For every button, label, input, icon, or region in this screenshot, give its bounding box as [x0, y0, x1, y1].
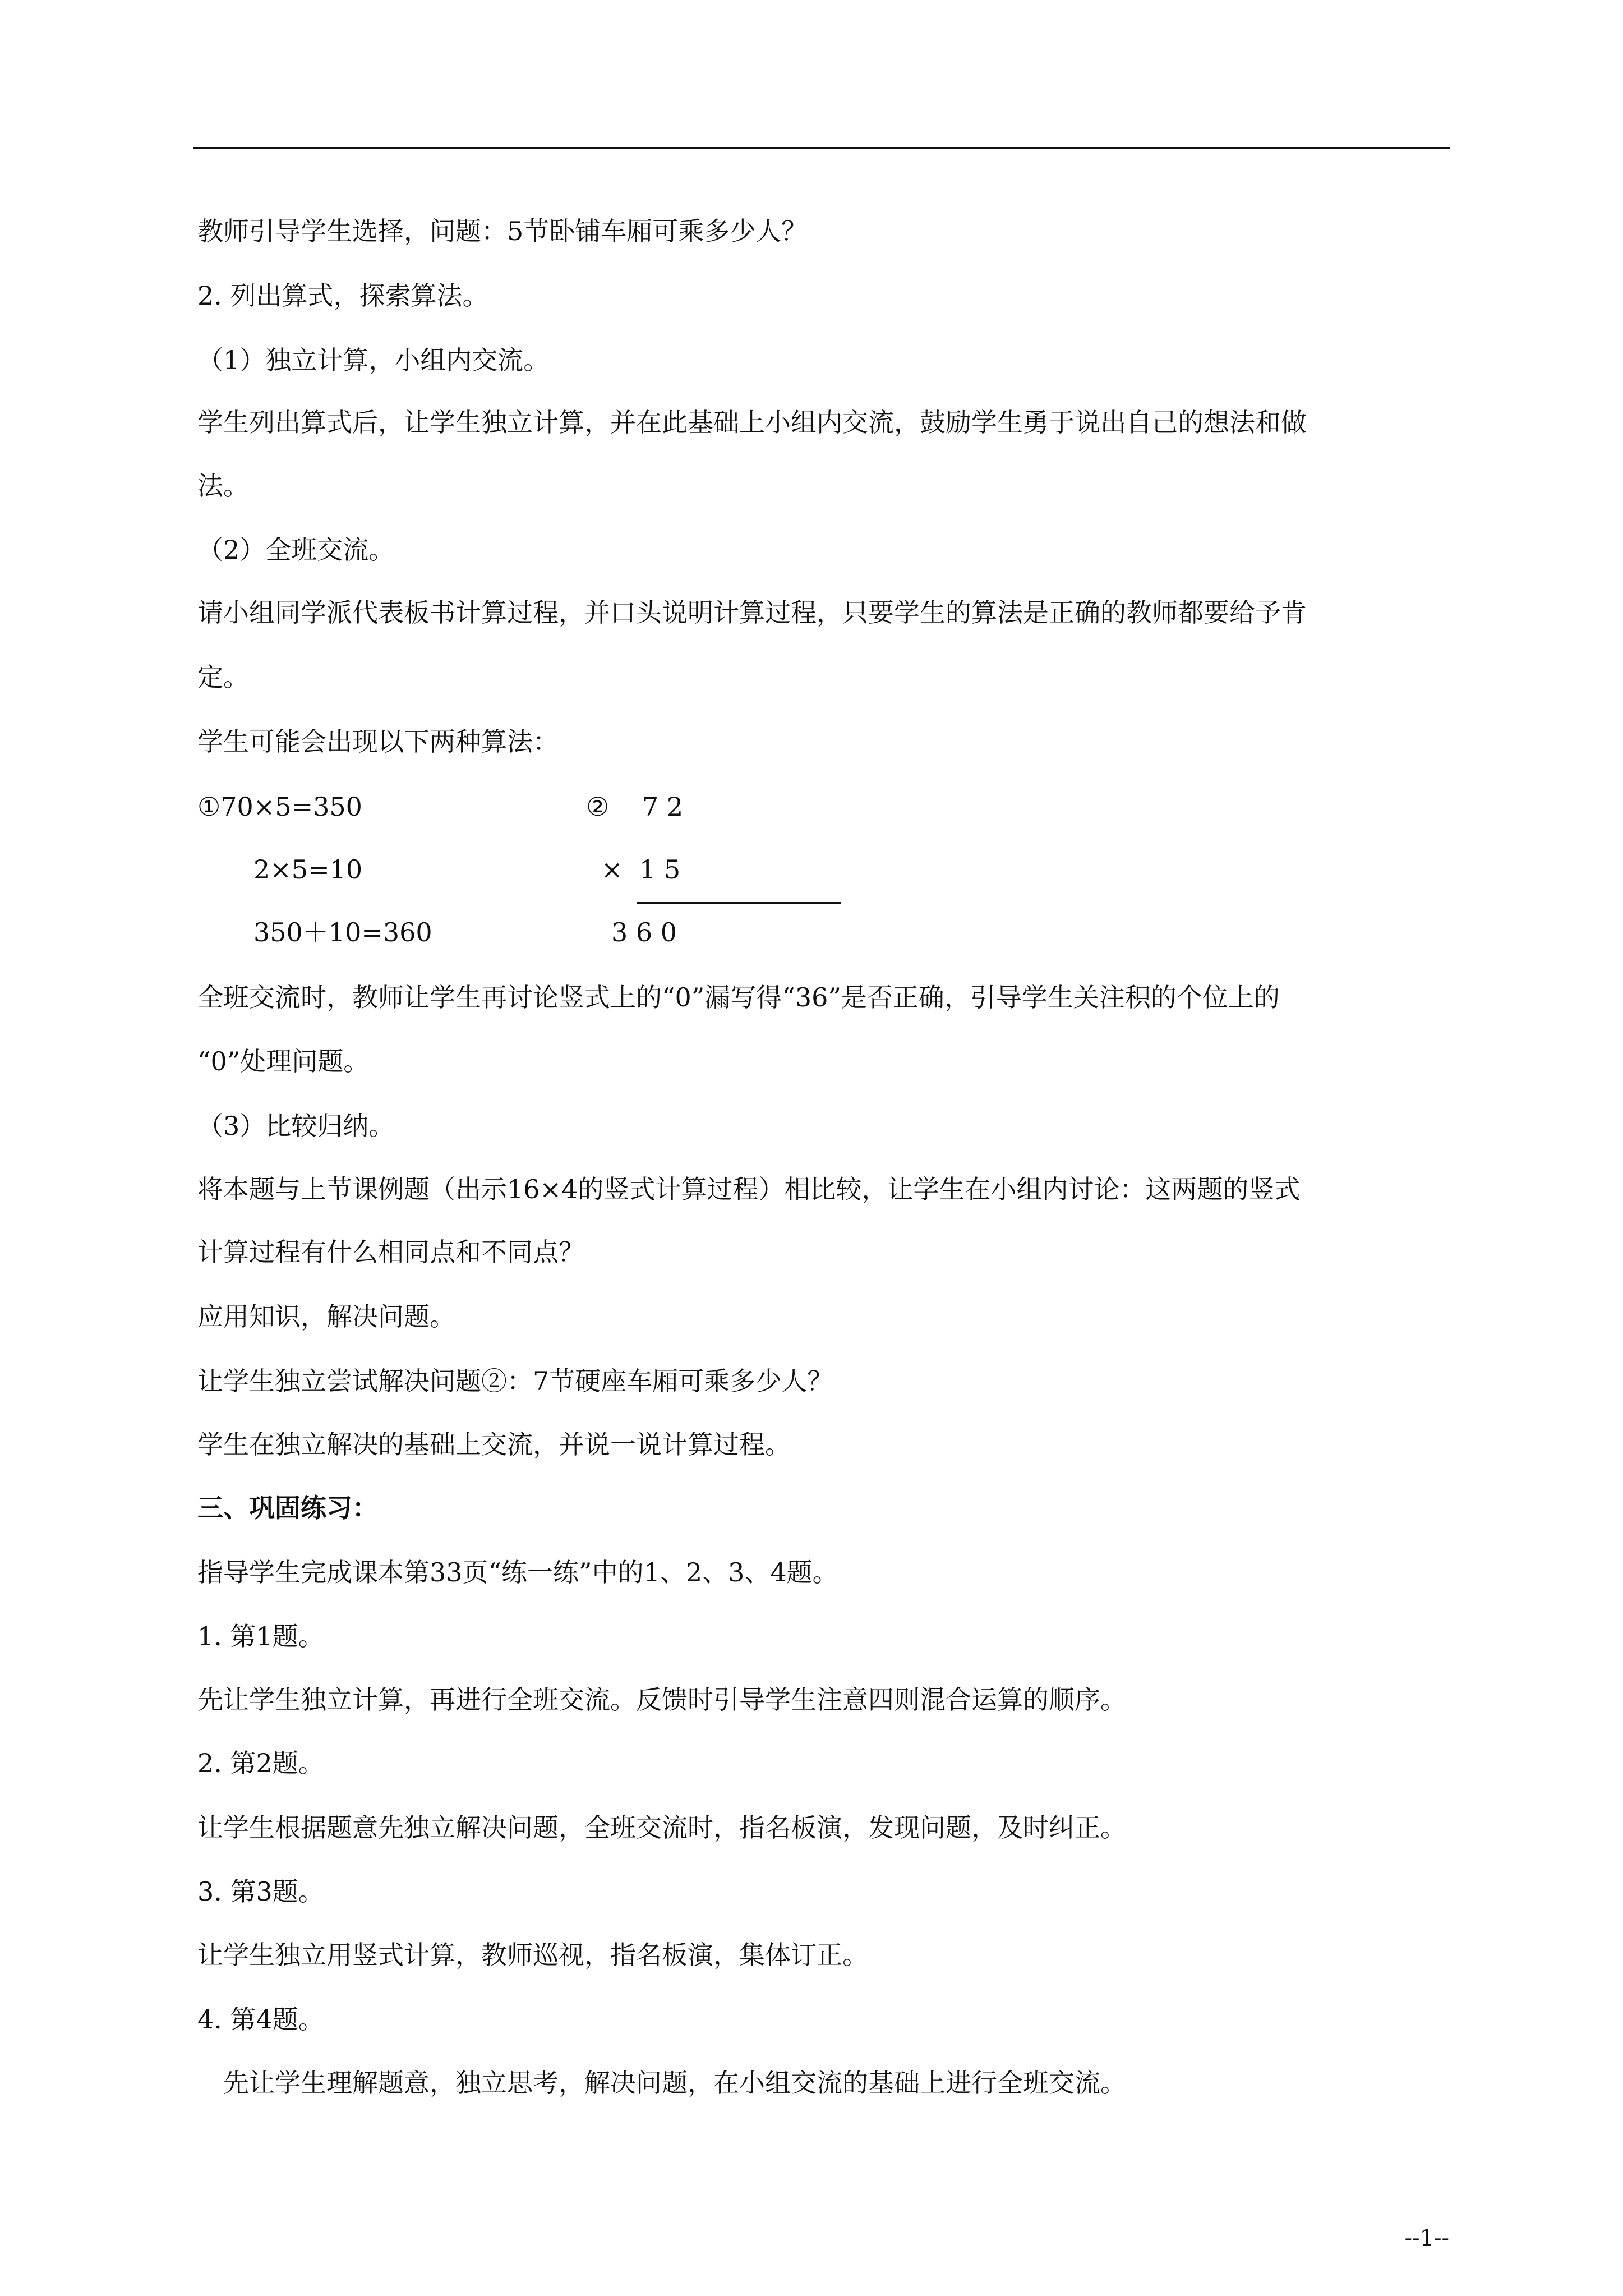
exercise-4-text: 先让学生理解题意，独立思考，解决问题，在小组交流的基础上进行全班交流。 [197, 2068, 1126, 2098]
exercise-heading-3: 3. 第3题。 [197, 1876, 324, 1907]
method-2-product: 3 6 0 [611, 917, 677, 947]
method-2-multiplier: 1 5 [639, 854, 681, 885]
paragraph-independent-calc: 学生列出算式后，让学生独立计算，并在此基础上小组内交流，鼓励学生勇于说出自己的想法和做 [197, 407, 1307, 438]
page-number: --1-- [1404, 2225, 1449, 2251]
paragraph-board-work-cont: 定。 [197, 662, 249, 692]
exercise-3-text: 让学生独立用竖式计算，教师巡视，指名板演，集体订正。 [197, 1940, 868, 1970]
exercise-heading-1: 1. 第1题。 [197, 1621, 324, 1651]
paragraph-board-work: 请小组同学派代表板书计算过程，并口头说明计算过程，只要学生的算法是正确的教师都要给予肯 [197, 597, 1307, 628]
paragraph-textbook: 指导学生完成课本第33页“练一练”中的1、2、3、4题。 [197, 1557, 838, 1588]
paragraph-share: 学生在独立解决的基础上交流，并说一说计算过程。 [197, 1429, 791, 1460]
method-1-line-3: 350＋10=360 [253, 917, 432, 947]
sub-heading-3: （3）比较归纳。 [197, 1111, 395, 1141]
paragraph-compare: 将本题与上节课例题（出示16×4的竖式计算过程）相比较，让学生在小组内讨论：这两题的竖式 [197, 1174, 1301, 1204]
paragraph-independent-calc-cont: 法。 [197, 471, 249, 501]
exercise-1-text: 先让学生独立计算，再进行全班交流。反馈时引导学生注意四则混合运算的顺序。 [197, 1685, 1126, 1715]
paragraph-zero-discussion: 全班交流时，教师让学生再讨论竖式上的“0”漏写得“36”是否正确，引导学生关注积的个位上的 [197, 982, 1280, 1013]
method-1-line-2: 2×5=10 [253, 854, 363, 885]
method-2-underline [637, 902, 841, 904]
paragraph-question-1: 教师引导学生选择，问题：5节卧铺车厢可乘多少人？ [197, 216, 808, 246]
header-rule [193, 147, 1450, 149]
exercise-heading-2: 2. 第2题。 [197, 1748, 324, 1778]
sub-heading-2: （2）全班交流。 [197, 535, 395, 565]
exercise-heading-4: 4. 第4题。 [197, 2004, 324, 2035]
section-heading-practice: 三、巩固练习： [197, 1493, 378, 1523]
paragraph-two-methods: 学生可能会出现以下两种算法： [197, 726, 559, 757]
method-2-marker: ② [586, 792, 610, 822]
method-2-times-sign: × [601, 854, 623, 885]
paragraph-apply-knowledge: 应用知识，解决问题。 [197, 1301, 455, 1332]
paragraph-compare-cont: 计算过程有什么相同点和不同点？ [197, 1237, 584, 1267]
sub-heading-1: （1）独立计算，小组内交流。 [197, 345, 550, 375]
step-heading-2: 2. 列出算式，探索算法。 [197, 280, 488, 311]
paragraph-question-2: 让学生独立尝试解决问题②：7节硬座车厢可乘多少人？ [197, 1366, 833, 1396]
method-1-line-1: ①70×5=350 [197, 792, 362, 822]
exercise-2-text: 让学生根据题意先独立解决问题，全班交流时，指名板演，发现问题，及时纠正。 [197, 1812, 1126, 1843]
paragraph-zero-discussion-cont: “0”处理问题。 [197, 1046, 370, 1076]
method-2-multiplicand: 7 2 [642, 792, 684, 822]
